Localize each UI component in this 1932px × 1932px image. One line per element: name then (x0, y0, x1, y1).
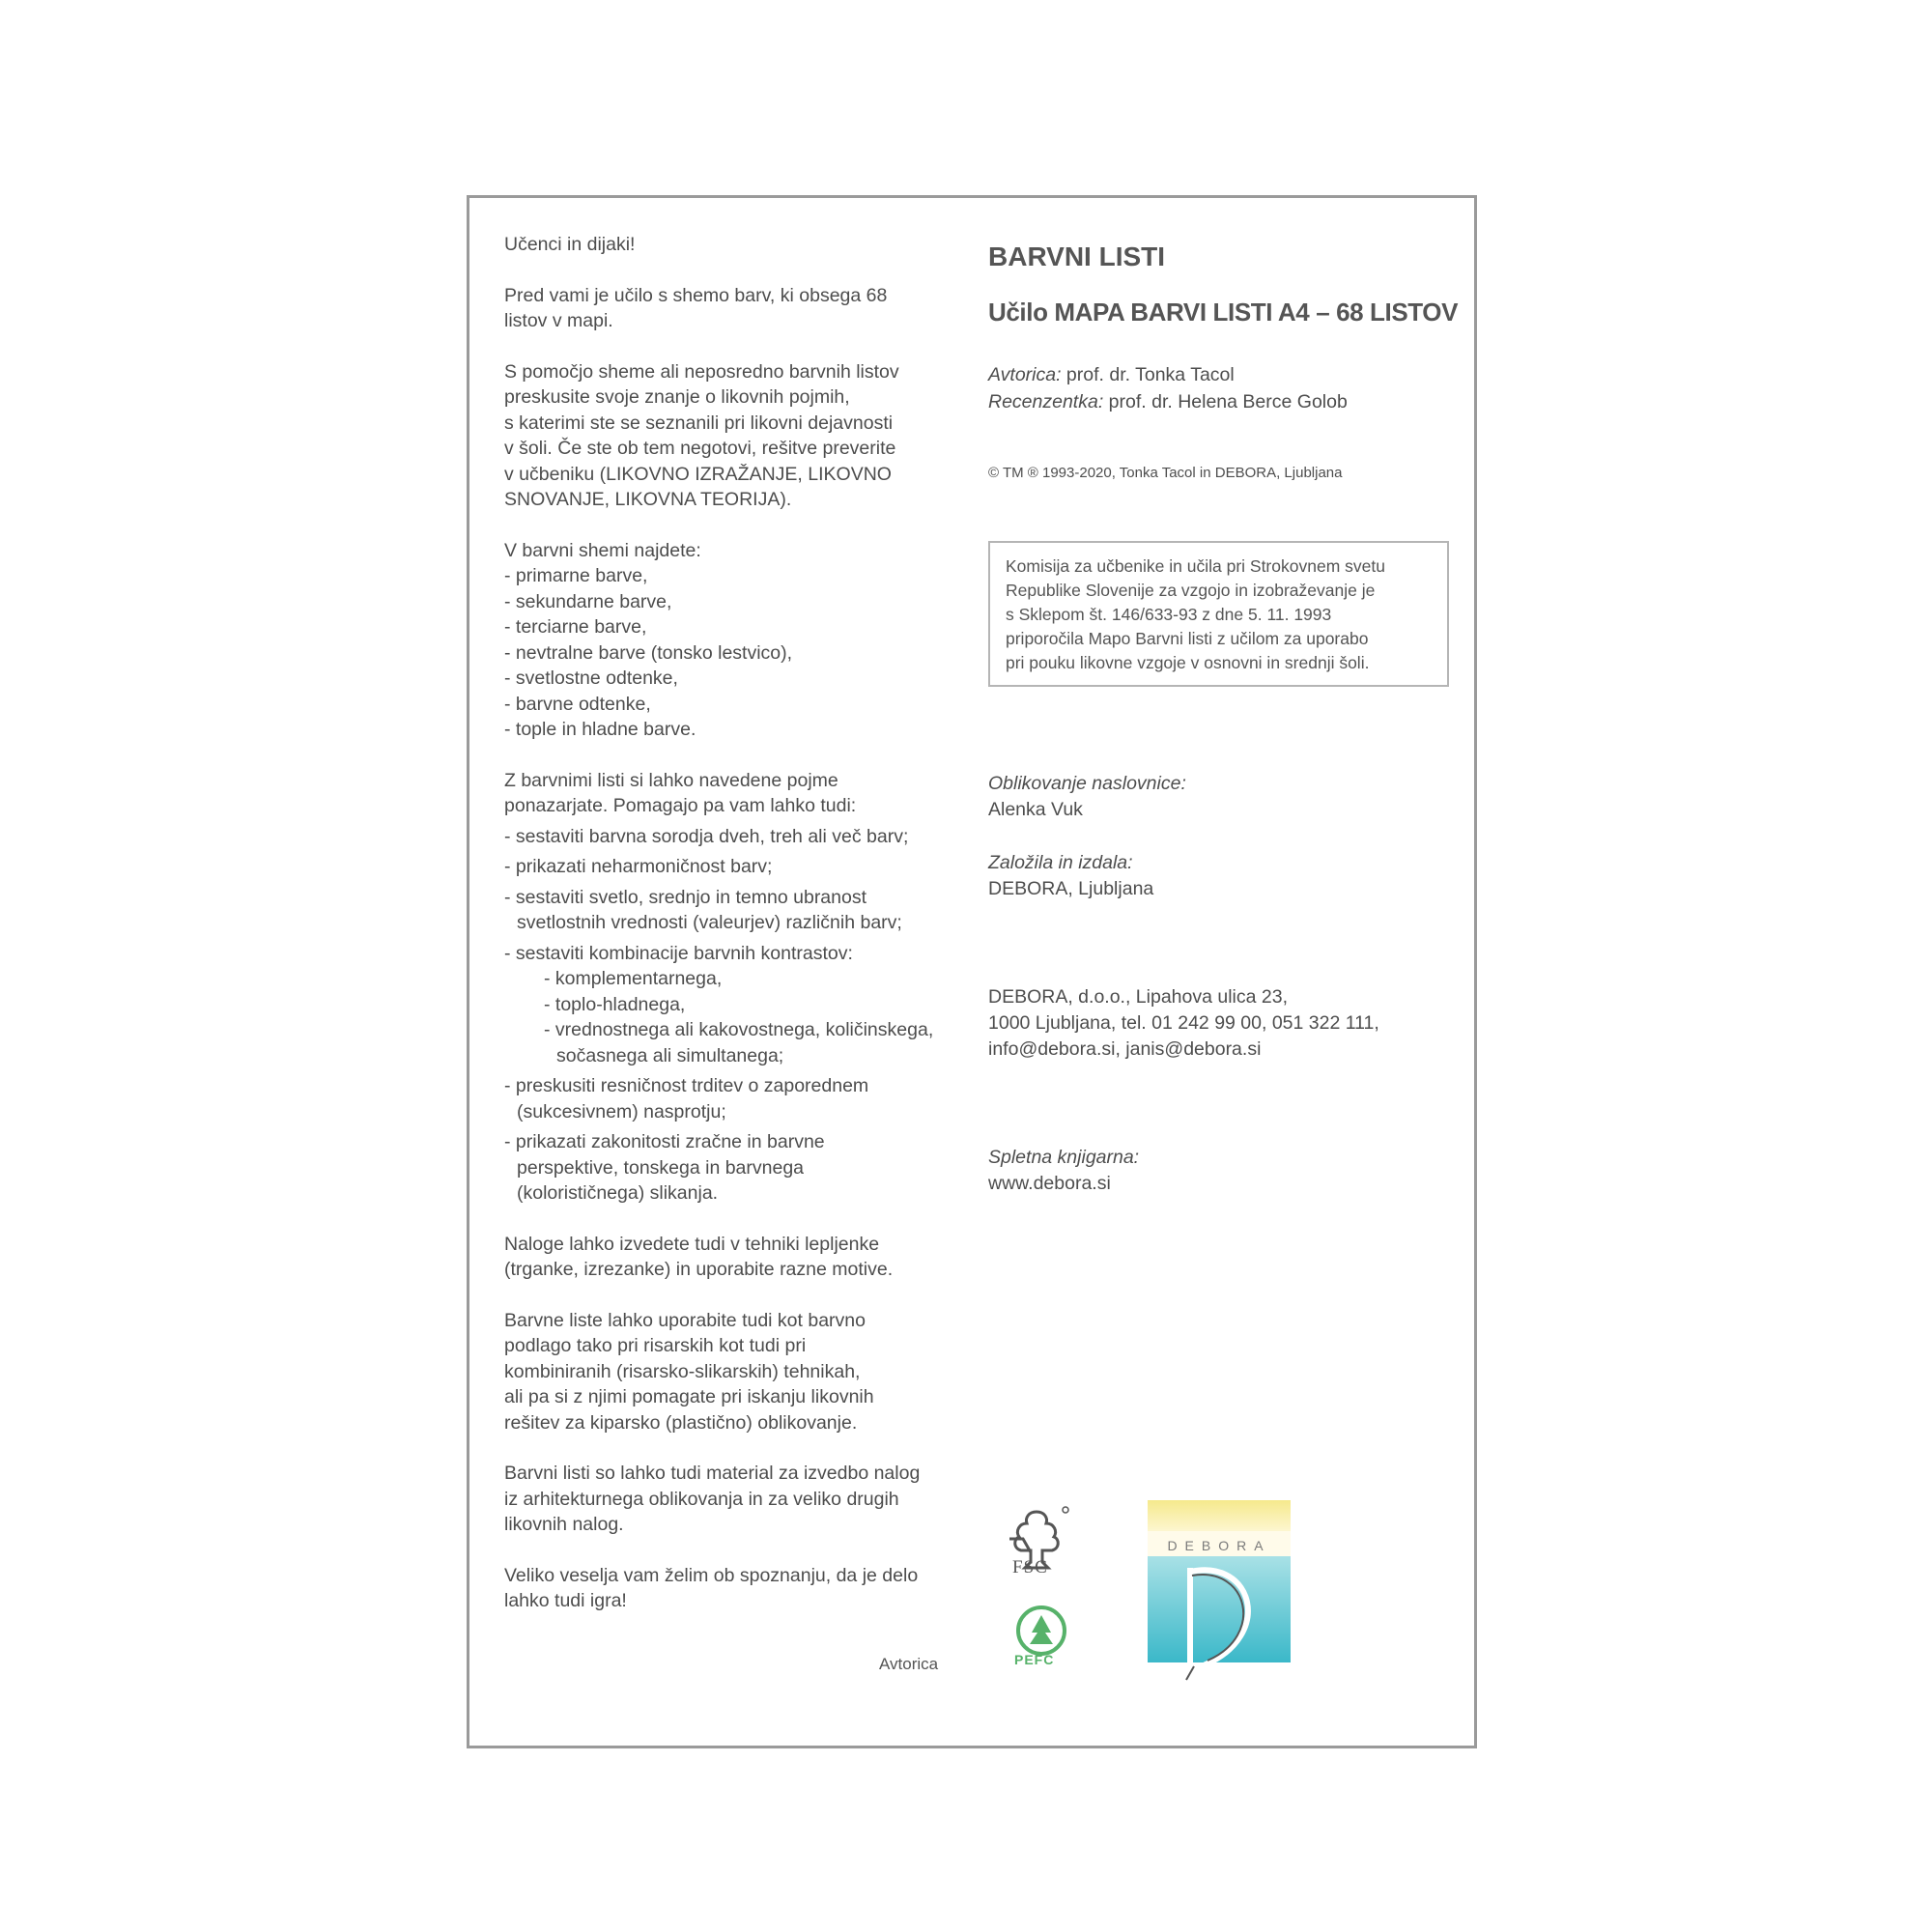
line: rešitev za kiparsko (plastično) oblikovanje. (504, 1411, 858, 1434)
cover-design-name: Alenka Vuk (988, 799, 1083, 820)
line: Naloge lahko izvedete tudi v tehniki lepljenke (504, 1233, 880, 1255)
uses-list (504, 824, 968, 1207)
line: - prikazati zakonitosti zračne in barvne (504, 1131, 825, 1152)
paragraph-intro (504, 283, 968, 334)
line: pri pouku likovne vzgoje v osnovni in srednji šoli. (1006, 653, 1370, 672)
list-intro (504, 768, 968, 819)
line: preskusite svoje znanje o likovnih pojmih, (504, 386, 850, 408)
document-title: BARVNI LISTI (988, 242, 1166, 271)
paragraph-collage (504, 1232, 968, 1283)
debora-logo-icon (1148, 1500, 1291, 1684)
paragraph-background (504, 1308, 968, 1436)
greeting: Učenci in dijaki! (504, 234, 636, 255)
contrast-sublist (544, 966, 968, 1068)
publisher-block (988, 850, 1153, 902)
line: priporočila Mapo Barvni listi z učilom za uporabo (1006, 629, 1369, 648)
list-intro: V barvni shemi najdete: (504, 539, 701, 561)
list-item (504, 941, 968, 1069)
commission-box (988, 541, 1449, 687)
line: Komisija za učbenike in učila pri Strokovnem svetu (1006, 556, 1385, 576)
author-name: prof. dr. Tonka Tacol (1061, 364, 1235, 385)
line: - sestaviti svetlo, srednjo in temno ubranost (504, 886, 867, 908)
publisher-label: Založila in izdala: (988, 852, 1133, 873)
line: Republike Slovenije za vzgojo in izobraževanje je (1006, 581, 1376, 600)
list-item (544, 1017, 968, 1068)
address-line: DEBORA, d.o.o., Lipahova ulica 23, (988, 986, 1289, 1008)
author-label: Avtorica: (988, 364, 1062, 385)
list-item: - tople in hladne barve. (504, 719, 696, 740)
line: perspektive, tonskega in barvnega (517, 1156, 805, 1179)
list-item: - barvne odtenke, (504, 693, 651, 715)
line: - preskusiti resničnost trditev o zaporednem (504, 1075, 869, 1096)
line: sočasnega ali simultanega; (556, 1044, 784, 1066)
line: Barvni listi so lahko tudi material za izvedbo nalog (504, 1463, 921, 1484)
pefc-logo-icon (1014, 1604, 1068, 1658)
debora-wordmark: DEBORA (1167, 1538, 1271, 1553)
list-item: - nevtralne barve (tonsko lestvico), (504, 641, 793, 664)
address-block (988, 984, 1379, 1063)
address-line: info@debora.si, janis@debora.si (988, 1038, 1262, 1060)
line: Z barvnimi listi si lahko navedene pojme (504, 769, 838, 791)
reviewer-label: Recenzentka: (988, 391, 1104, 412)
author-line (988, 361, 1348, 388)
line: S pomočjo sheme ali neposredno barvnih listov (504, 360, 899, 383)
pefc-label: PEFC (1014, 1652, 1055, 1667)
list-item (504, 885, 968, 936)
line: - vrednostnega ali kakovostnega, količinskega, (544, 1019, 934, 1040)
list-item (504, 1073, 968, 1124)
list-item: - sekundarne barve, (504, 590, 672, 612)
left-column (504, 232, 968, 1639)
address-line: 1000 Ljubljana, tel. 01 242 99 00, 051 322 111, (988, 1012, 1379, 1034)
copyright-notice: © TM ® 1993-2020, Tonka Tacol in DEBORA, Ljubljana (988, 465, 1343, 481)
line: iz arhitekturnega oblikovanja in za veliko drugih (504, 1488, 899, 1510)
list-item: - terciarne barve, (504, 616, 647, 638)
list-item: - primarne barve, (504, 565, 648, 586)
line: v šoli. Če ste ob tem negotovi, rešitve preverite (504, 438, 896, 459)
line: SNOVANJE, LIKOVNA TEORIJA). (504, 489, 792, 510)
line: v učbeniku (LIKOVNO IZRAŽANJE, LIKOVNO (504, 463, 892, 485)
list-item: - prikazati neharmoničnost barv; (504, 856, 773, 877)
publisher-name: DEBORA, Ljubljana (988, 878, 1154, 899)
line: s Sklepom št. 146/633-93 z dne 5. 11. 1993 (1006, 605, 1332, 624)
list-item (504, 1129, 968, 1207)
paragraph-architecture (504, 1461, 968, 1538)
authors-block (988, 361, 1348, 415)
paragraph-scheme (504, 359, 968, 513)
line: ali pa si z njimi pomagate pri iskanju likovnih (504, 1386, 874, 1407)
paragraph-closing (504, 1563, 968, 1614)
line: (kolorističnega) slikanja. (517, 1182, 719, 1204)
fsc-label: FSC (1012, 1557, 1048, 1577)
webshop-url: www.debora.si (988, 1173, 1111, 1194)
webshop-block (988, 1145, 1139, 1197)
cover-design-block (988, 771, 1186, 823)
line: ponazarjate. Pomagajo pa vam lahko tudi: (504, 795, 857, 816)
document-subtitle: Učilo MAPA BARVI LISTI A4 – 68 LISTOV (988, 298, 1459, 327)
color-scheme-list-block (504, 538, 968, 743)
list-item: - sestaviti barvna sorodja dveh, treh ali več barv; (504, 825, 909, 847)
line: (sukcesivnem) nasprotju; (517, 1100, 726, 1122)
line: kombiniranih (risarsko-slikarskih) tehnikah, (504, 1360, 861, 1382)
line: svetlostnih vrednosti (valeurjev) različnih barv; (517, 912, 902, 933)
uses-list-block (504, 768, 968, 1207)
list-item: - svetlostne odtenke, (504, 668, 678, 689)
line: lahko tudi igra! (504, 1590, 627, 1611)
line: (trganke, izrezanke) in uporabite razne motive. (504, 1259, 894, 1280)
line: likovnih nalog. (504, 1514, 624, 1535)
list-item: - toplo-hladnega, (544, 993, 686, 1015)
line: Pred vami je učilo s shemo barv, ki obsega 68 (504, 284, 888, 306)
reviewer-line (988, 388, 1348, 415)
cover-design-label: Oblikovanje naslovnice: (988, 773, 1186, 794)
line: Veliko veselja vam želim ob spoznanju, da je delo (504, 1564, 919, 1586)
color-scheme-list (504, 563, 968, 743)
line: - sestaviti kombinacije barvnih kontrastov: (504, 942, 853, 964)
reviewer-name: prof. dr. Helena Berce Golob (1103, 391, 1348, 412)
list-item: - komplementarnega, (544, 968, 723, 989)
webshop-label: Spletna knjigarna: (988, 1147, 1140, 1168)
line: podlago tako pri risarskih kot tudi pri (504, 1335, 807, 1356)
line: s katerimi ste se seznanili pri likovni dejavnosti (504, 412, 894, 434)
line: Barvne liste lahko uporabite tudi kot barvno (504, 1309, 866, 1331)
author-signature: Avtorica (879, 1655, 939, 1673)
line: listov v mapi. (504, 310, 613, 331)
